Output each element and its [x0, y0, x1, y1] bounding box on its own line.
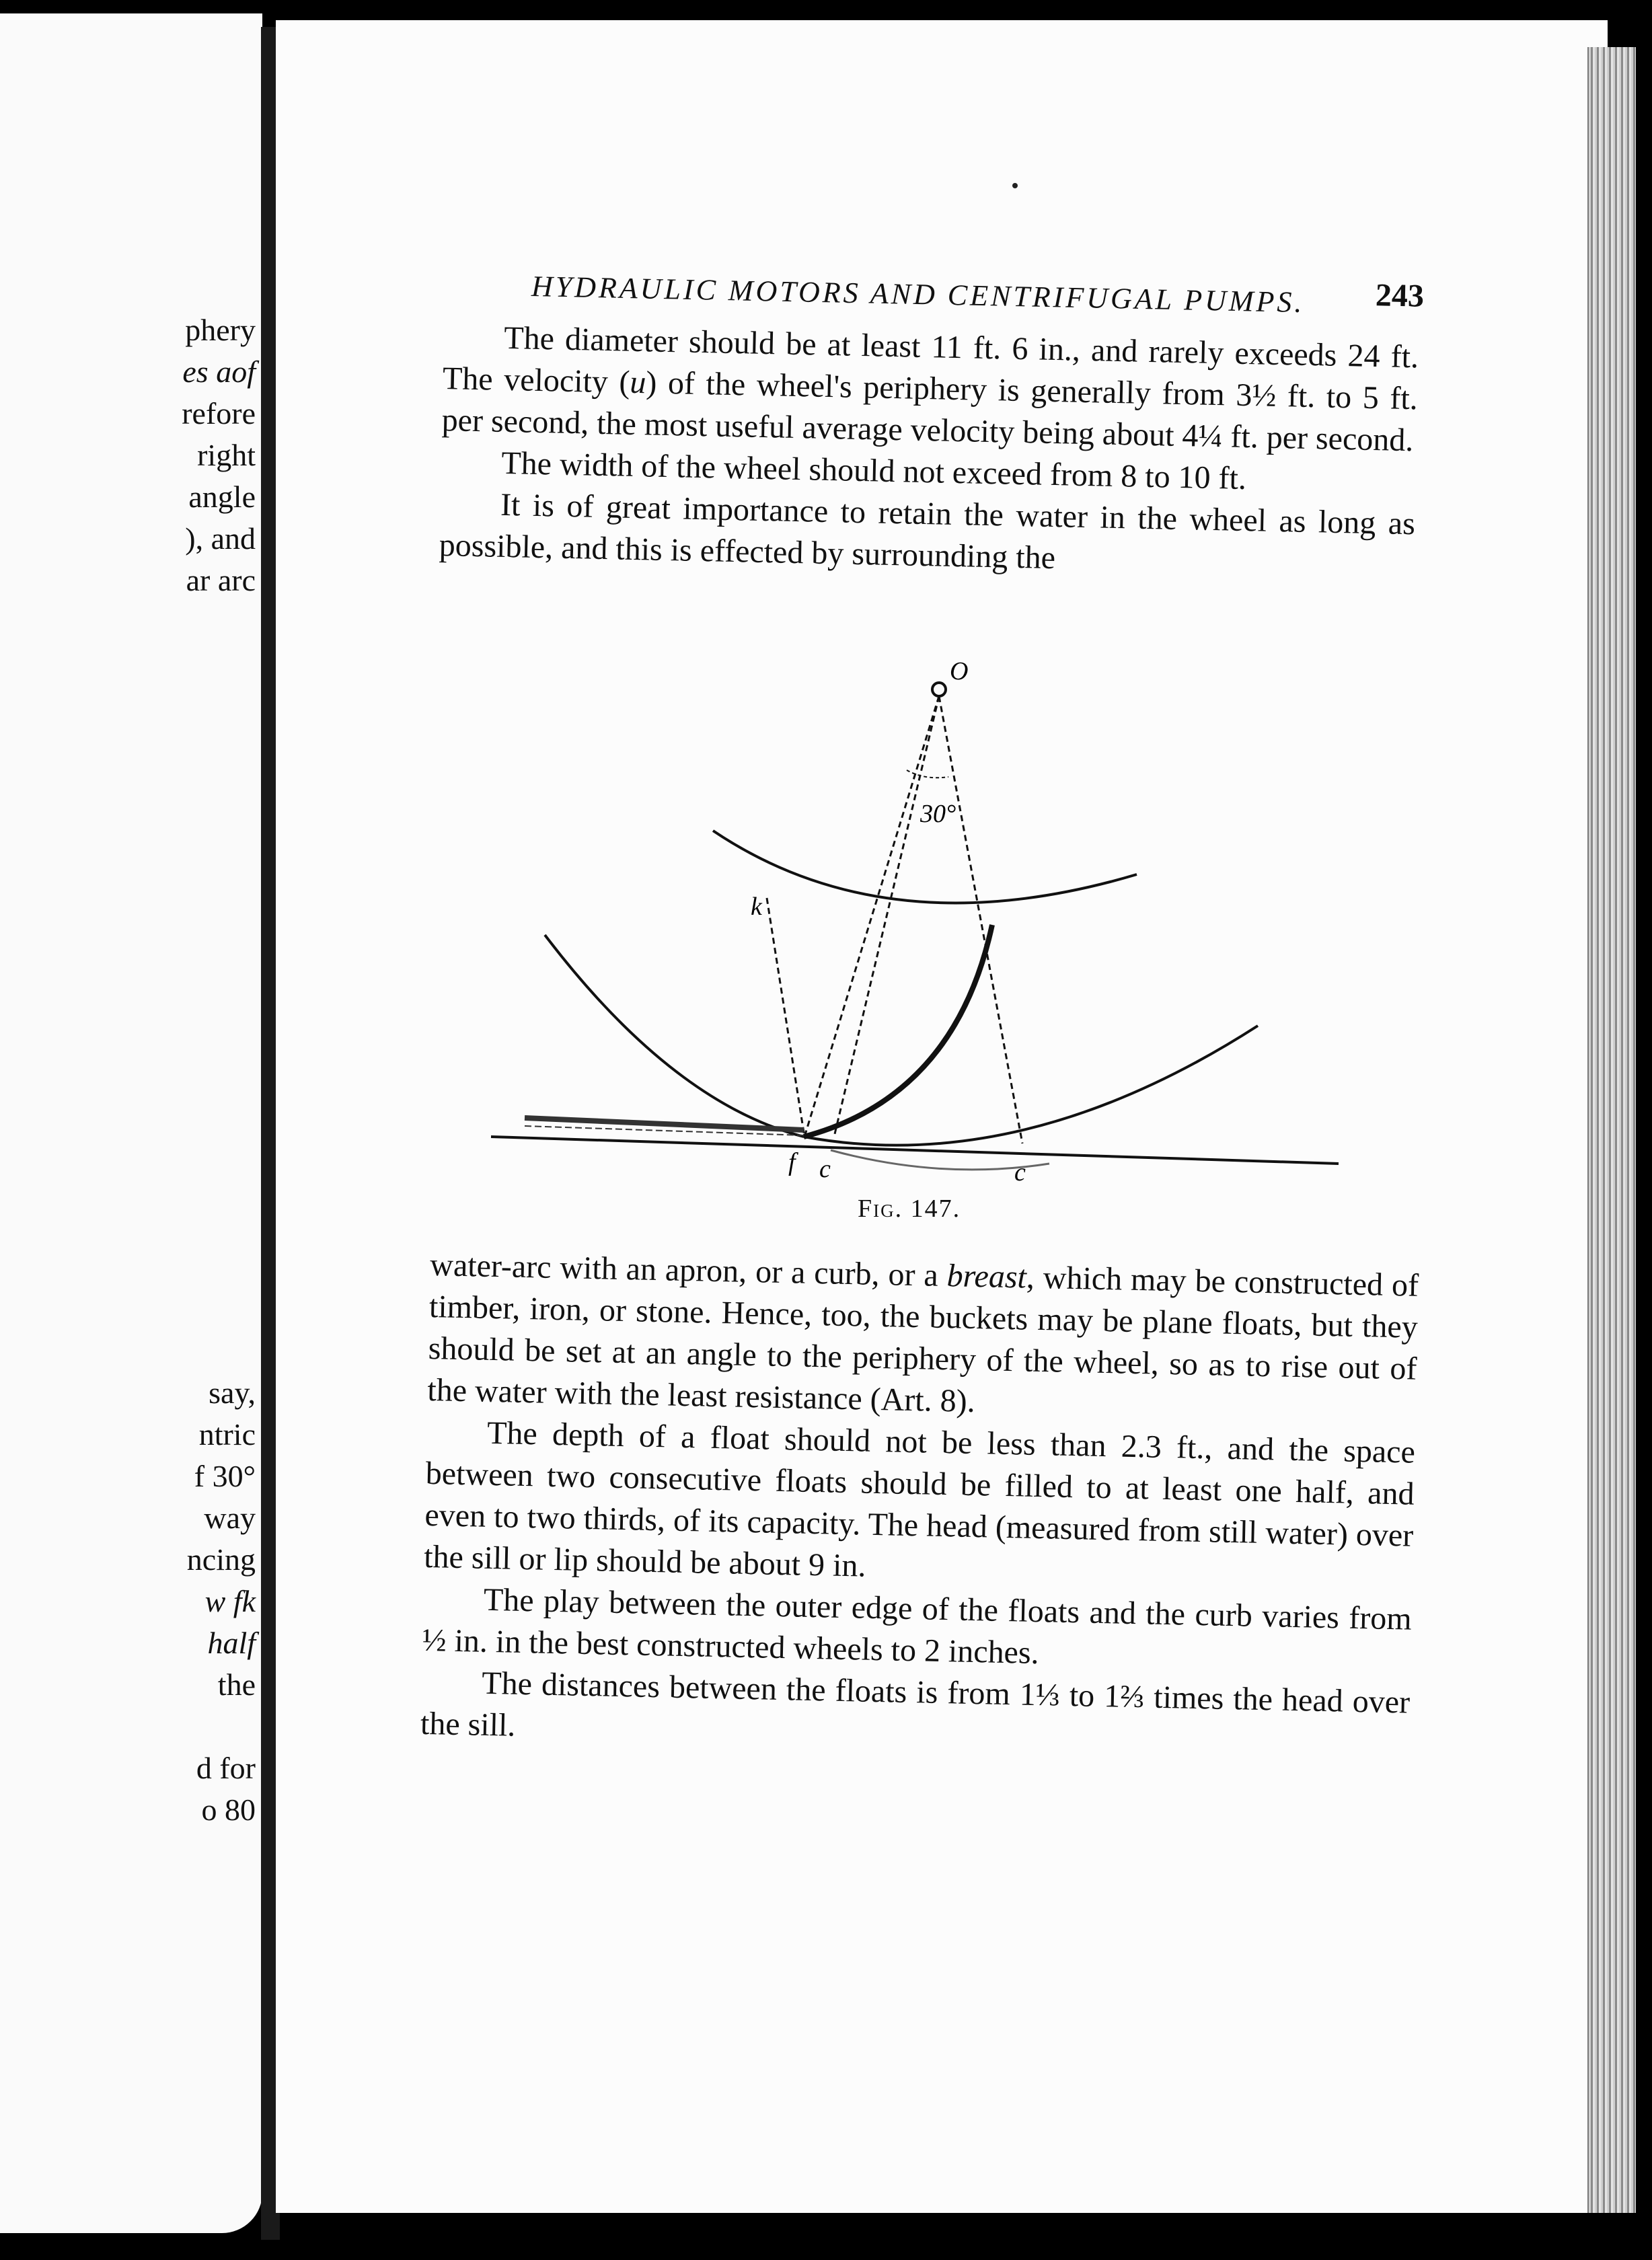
- fragment: half: [207, 1626, 256, 1660]
- fragment: d for: [196, 1751, 256, 1785]
- left-page: [0, 13, 262, 2233]
- fragment: way: [204, 1501, 256, 1535]
- page-number: 243: [1375, 277, 1425, 314]
- paragraph: The play between the outer edge of the floats and the curb varies from ½ in. in the best constructed wheels to 2 inches.: [422, 1581, 1413, 1671]
- angle-arc: [907, 770, 948, 778]
- fragment: es aof: [182, 354, 256, 389]
- label-c2: c: [1014, 1158, 1026, 1186]
- paragraph: [441, 316, 1419, 461]
- fragment: phery: [185, 313, 256, 347]
- angle-label: 30°: [920, 800, 956, 828]
- fragment: f 30°: [194, 1459, 256, 1493]
- float-line-fk: [767, 898, 804, 1137]
- label-c1: c: [819, 1155, 831, 1183]
- fragment: refore: [182, 396, 256, 430]
- bucket-curve: [804, 925, 992, 1137]
- text-run: ) of the wheel's periphery is generally from 3½ ft. to 5 ft. per second, the most useful average velocity being about 4¼ ft. per second.: [441, 365, 1419, 459]
- fragment: say,: [209, 1376, 256, 1410]
- figure-diagram: [471, 657, 1359, 1217]
- fragment: the: [217, 1667, 256, 1702]
- text-run: water-arc with an apron, or a curb, or a: [429, 1246, 948, 1294]
- paragraph: It is of great importance to retain the water in the wheel as long as possible, and this is effected by surrounding the: [439, 486, 1416, 576]
- text-run: , which may be constructed of timber, iron, or stone. Hence, too, the buckets may be plane floats, but they should be set at an angle to the periphery of the wheel, so as to rise out of the water with the least resistance (Art. 8).: [426, 1259, 1419, 1420]
- fragment: right: [197, 438, 256, 472]
- upper-arc: [713, 831, 1137, 903]
- label-f: f: [788, 1148, 796, 1176]
- fragment: ncing: [186, 1542, 256, 1577]
- fragment: angle: [188, 480, 256, 514]
- paragraph: The depth of a float should not be less than 2.3 ft., and the space between two consecutive floats should be filled to at least one half, and even to two thirds, of its capacity. The head (measured from still water) over the sill or lip should be about 9 in.: [423, 1415, 1416, 1584]
- italic-var: u: [629, 364, 646, 401]
- water-line: [491, 1137, 1339, 1164]
- center-point-o: [932, 683, 946, 696]
- italic-word: breast: [946, 1258, 1027, 1295]
- paragraph: The distances between the floats is from 1⅓ to 1⅔ times the head over the sill.: [420, 1665, 1411, 1743]
- label-o: O: [950, 657, 969, 685]
- speck: [1012, 183, 1018, 188]
- fragment: ntric: [198, 1417, 256, 1452]
- text-run: The diameter should be at least 11 ft. 6 in., and rarely exceeds 24 ft. The velocity (: [442, 319, 1419, 400]
- outer-arc: [804, 1026, 1258, 1145]
- radius-line-3: [939, 696, 1022, 1143]
- paragraph: [427, 1244, 1419, 1432]
- paragraph: The width of the wheel should not exceed from 8 to 10 ft.: [500, 445, 1247, 497]
- figure-147: [471, 657, 1359, 1217]
- running-head: HYDRAULIC MOTORS AND CENTRIFUGAL PUMPS.: [531, 270, 1305, 319]
- fragment: w fk: [204, 1584, 256, 1618]
- text-bottom: [420, 1244, 1419, 1766]
- page-edge: [1587, 47, 1636, 2213]
- label-k: k: [751, 893, 762, 921]
- fragment: ), and: [185, 521, 256, 556]
- left-arc: [545, 935, 804, 1137]
- fragment: o 80: [201, 1793, 256, 1827]
- text-top: [439, 316, 1419, 587]
- figure-caption: Fig. 147.: [858, 1195, 961, 1223]
- fragment: ar arc: [186, 563, 256, 597]
